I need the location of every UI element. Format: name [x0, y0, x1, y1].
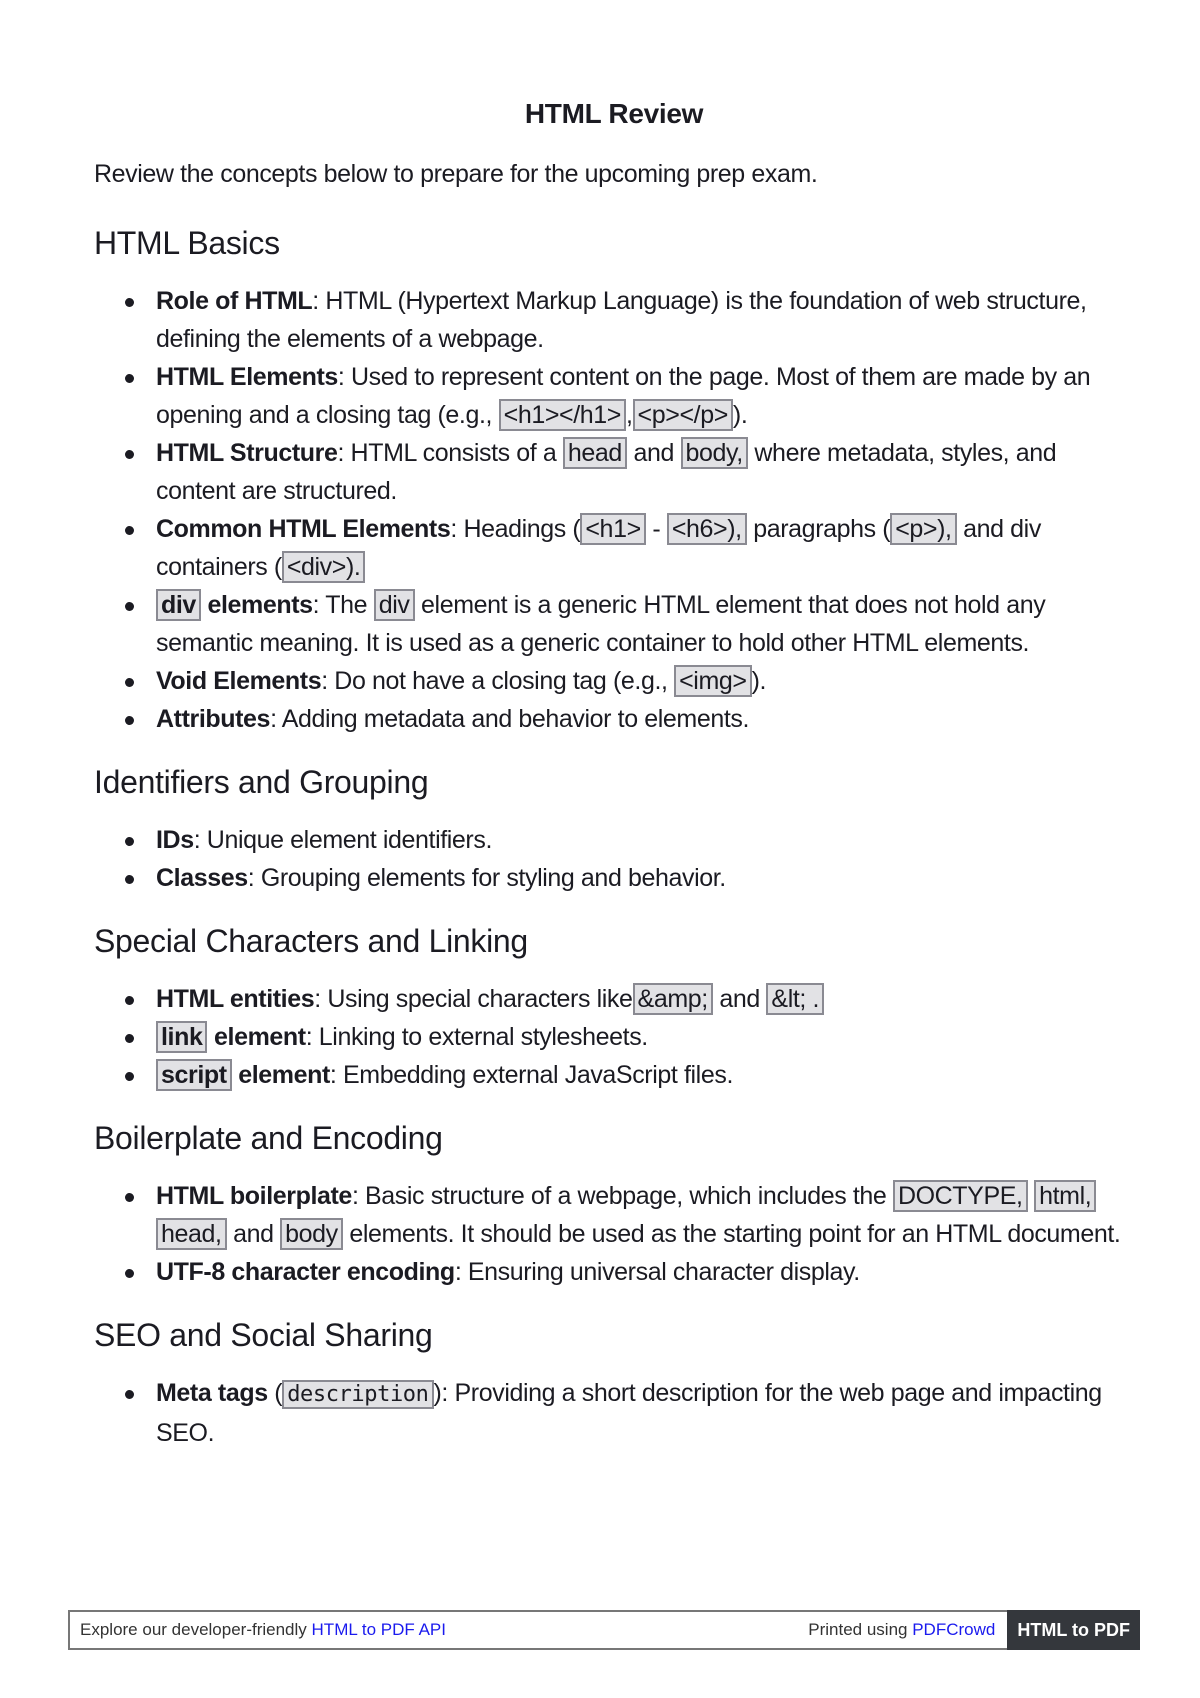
footer-explore-text: Explore our developer-friendly: [80, 1620, 307, 1639]
code-snippet: div: [156, 589, 201, 621]
section-heading: Identifiers and Grouping: [94, 764, 429, 800]
list-item: [156, 859, 1134, 897]
code-snippet: <h1>: [580, 513, 645, 545]
desc: : Ensuring universal character display.: [454, 1258, 860, 1286]
code-snippet: script: [156, 1059, 232, 1091]
footer-printed-text: Printed using: [808, 1620, 908, 1639]
desc: and: [233, 1220, 274, 1248]
term: Common HTML Elements: [156, 515, 451, 543]
desc: : Using special characters like: [314, 985, 633, 1013]
list-item: [156, 1018, 1134, 1056]
section-heading: HTML Basics: [94, 225, 280, 261]
term: element: [214, 1023, 306, 1051]
term: UTF-8 character encoding: [156, 1258, 455, 1286]
list-item: [156, 510, 1134, 586]
code-snippet: &amp;: [633, 983, 713, 1015]
desc: : HTML consists of a: [337, 439, 557, 467]
term: Attributes: [156, 705, 271, 733]
desc: element is a generic HTML element that does not hold any semantic meaning. It is used as a generic container to hold other HTML elements.: [156, 591, 1046, 657]
term: HTML boilerplate: [156, 1182, 352, 1210]
list-item: [156, 434, 1134, 510]
section-heading: Special Characters and Linking: [94, 923, 528, 959]
list-item: [156, 1374, 1134, 1452]
code-snippet: <p>),: [890, 513, 956, 545]
html-to-pdf-badge[interactable]: HTML to PDF: [1007, 1610, 1140, 1650]
list-item: [156, 662, 1134, 700]
desc: (: [274, 1379, 283, 1407]
footer-left: [70, 1620, 808, 1640]
html-to-pdf-api-link[interactable]: HTML to PDF API: [311, 1620, 446, 1639]
desc: : Linking to external stylesheets.: [305, 1023, 648, 1051]
desc: where metadata, styles, and content are structured.: [156, 439, 1057, 505]
code-snippet: description: [282, 1380, 433, 1409]
list-item: [156, 980, 1134, 1018]
list-item: [156, 282, 1134, 358]
code-snippet: head,: [156, 1218, 227, 1250]
identifiers-list: [94, 821, 1134, 897]
desc: elements. It should be used as the starting point for an HTML document.: [349, 1220, 1121, 1248]
desc: : Embedding external JavaScript files.: [329, 1061, 733, 1089]
desc: ).: [732, 401, 748, 429]
term: Role of HTML: [156, 287, 313, 315]
list-item: [156, 821, 1134, 859]
desc: : HTML (Hypertext Markup Language) is the foundation of web structure, defining the elements of a webpage.: [156, 287, 1087, 353]
desc: : Unique element identifiers.: [193, 826, 493, 854]
code-snippet: &lt; .: [766, 983, 824, 1015]
desc: and div containers (: [156, 515, 1041, 581]
code-snippet: DOCTYPE,: [893, 1180, 1028, 1212]
code-snippet: <h1></h1>: [499, 399, 626, 431]
code-snippet: link: [156, 1021, 207, 1053]
boilerplate-list: [94, 1177, 1134, 1291]
list-item: [156, 1253, 1134, 1291]
desc: ): Providing a short description for the web page and impacting SEO.: [156, 1379, 1102, 1447]
term: elements: [207, 591, 313, 619]
desc: : Adding metadata and behavior to elements.: [270, 705, 750, 733]
desc: -: [652, 515, 661, 543]
desc: and: [719, 985, 760, 1013]
pdfcrowd-link[interactable]: PDFCrowd: [912, 1620, 996, 1639]
code-snippet: head: [563, 437, 627, 469]
desc: : Grouping elements for styling and behavior.: [247, 864, 726, 892]
list-item: [156, 1056, 1134, 1094]
list-item: [156, 586, 1134, 662]
seo-list: [94, 1374, 1134, 1452]
desc: ).: [751, 667, 767, 695]
intro-text: Review the concepts below to prepare for the upcoming prep exam.: [94, 160, 818, 188]
code-snippet: <div>).: [282, 551, 366, 583]
code-snippet: <h6>),: [667, 513, 747, 545]
desc: : Headings (: [450, 515, 581, 543]
code-snippet: html,: [1034, 1180, 1096, 1212]
term: element: [238, 1061, 330, 1089]
pdfcrowd-footer: [68, 1610, 1140, 1650]
term: IDs: [156, 826, 194, 854]
desc: : Do not have a closing tag (e.g.,: [321, 667, 668, 695]
code-snippet: div: [374, 589, 415, 621]
desc: and: [633, 439, 674, 467]
desc: : The: [312, 591, 368, 619]
term: HTML Structure: [156, 439, 338, 467]
code-snippet: <img>: [674, 665, 751, 697]
code-snippet: <p></p>: [633, 399, 733, 431]
list-item: [156, 1177, 1134, 1253]
special-list: [94, 980, 1134, 1094]
code-snippet: body: [280, 1218, 343, 1250]
code-snippet: body,: [681, 437, 748, 469]
term: Classes: [156, 864, 248, 892]
term: HTML Elements: [156, 363, 338, 391]
page-title: HTML Review: [524, 98, 704, 129]
desc: paragraphs (: [753, 515, 891, 543]
list-item: [156, 358, 1134, 434]
footer-right: [808, 1620, 1007, 1640]
section-heading: Boilerplate and Encoding: [94, 1120, 443, 1156]
term: Void Elements: [156, 667, 322, 695]
term: HTML entities: [156, 985, 315, 1013]
term: Meta tags: [156, 1379, 268, 1407]
basics-list: [94, 282, 1134, 738]
list-item: [156, 700, 1134, 738]
desc: ,: [626, 401, 633, 429]
desc: : Used to represent content on the page. Most of them are made by an opening and a closing tag (e.g.,: [156, 363, 1091, 429]
section-heading: SEO and Social Sharing: [94, 1317, 433, 1353]
desc: : Basic structure of a webpage, which includes the: [351, 1182, 887, 1210]
